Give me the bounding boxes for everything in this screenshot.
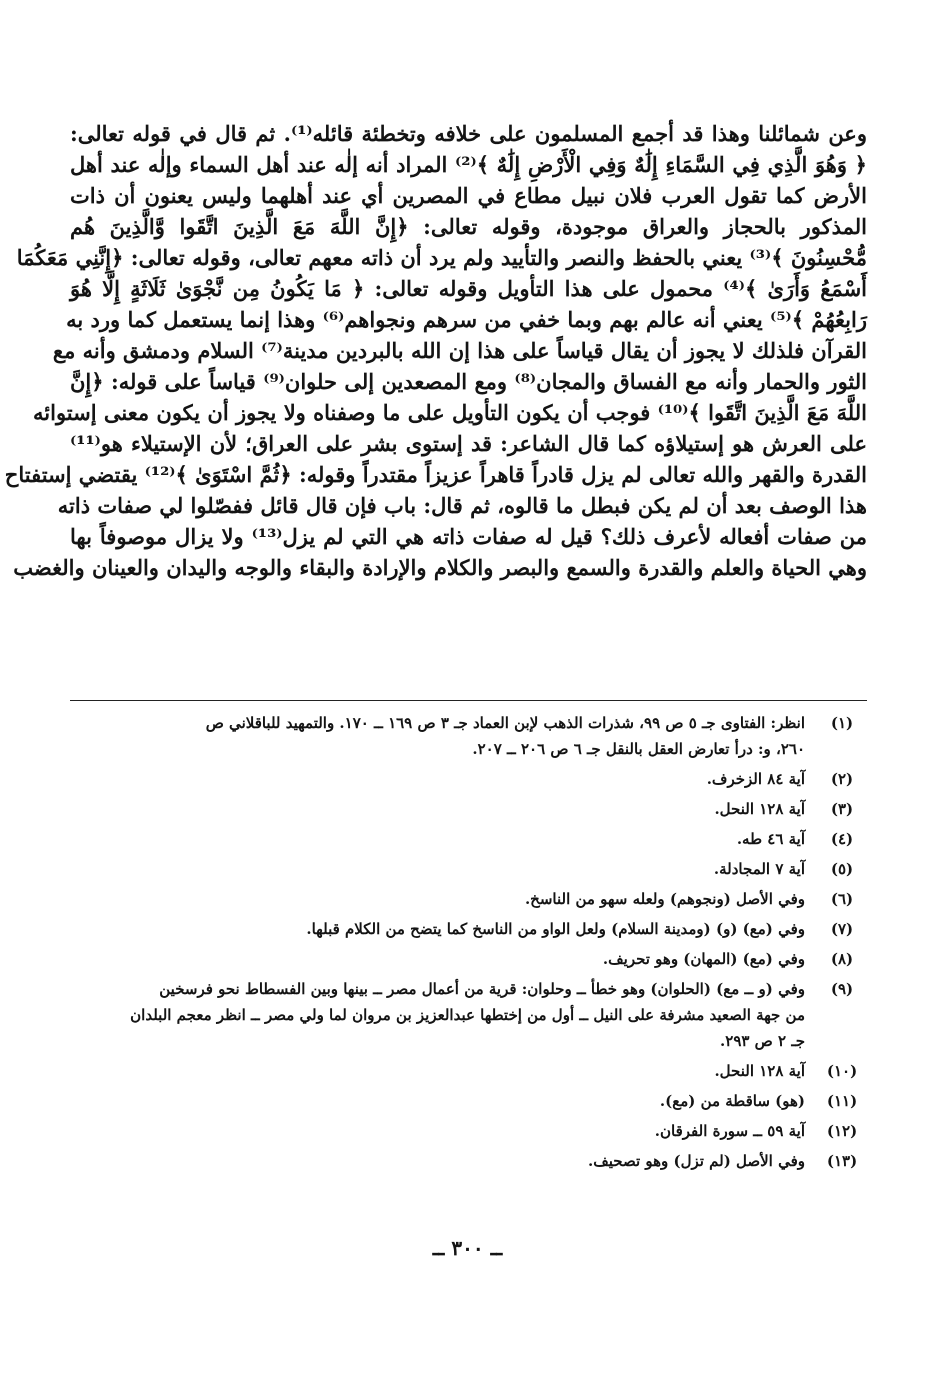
footnote-text: وفي (مع) (و) (ومدينة السلام) ولعل الواو من الناسخ كما يتضح من الكلام قبلها.: [306, 920, 805, 938]
footnote-text: وفي (و ــ مع) (الحلوان) وهو خطأ ــ وحلوان: قرية من أعمال مصر ــ بينها وبين الفسطاط نحو فرسخين: [159, 980, 805, 998]
footnote-text: آية ٧ المجادلة.: [713, 860, 805, 878]
footnote-text: ٢٦٠، و: درأ تعارض العقل بالنقل جـ ٦ ص ٢٠٦ ــ ٢٠٧.: [472, 740, 805, 758]
footnote: [70, 886, 867, 912]
body-line: مُّحْسِنُونَ ﴾⁽³⁾ يعني بالحفظ والنصر والتأييد ولم يرد أن ذاته معهم تعالى، وقوله تعالى: ﴿إِنَّنِي مَعَكُمَا: [16, 245, 867, 270]
footnote-number: (١٣): [826, 1152, 858, 1170]
body-line: القدرة والقهر والله تعالى لم يزل قادراً قاهراً عزيزاً مقتدراً وقوله: ﴿ثُمَّ اسْتَوَىٰ ﴾⁽¹²⁾ يقتضي إستفتاح: [4, 462, 867, 487]
footnote: [70, 826, 867, 852]
footnote: [70, 1148, 867, 1174]
body-line: من صفات أفعاله لأعرف ذلك؟ قيل له صفات ذاته هي التي لم يزل⁽¹³⁾ ولا يزال موصوفاً بها: [70, 524, 867, 549]
footnote-text: آية ١٢٨ النحل.: [714, 1062, 805, 1080]
footnote-number: (١٢): [826, 1122, 858, 1140]
body-line: هذا الوصف بعد أن لم يكن فبطل ما قالوه، ثم قال: باب فإن قال قائل ففصّلوا لي صفات ذاته: [57, 493, 867, 518]
footnote-number: (٢): [830, 770, 854, 788]
footnote-number: (١): [830, 714, 854, 732]
footnote-text: آية ٨٤ الزخرف.: [706, 770, 805, 788]
body-line: وعن شمائلنا وهذا قد أجمع المسلمون على خلافه وتخطئة قائله⁽¹⁾. ثم قال في قوله تعالى:: [70, 121, 867, 146]
footnote-number: (١٠): [826, 1062, 858, 1080]
footnote: [70, 946, 867, 972]
footnote-number: (٨): [830, 950, 854, 968]
footnote: [70, 1088, 867, 1114]
body-line: أَسْمَعُ وَأَرَىٰ ﴾⁽⁴⁾ محمول على هذا التأويل وقوله تعالى: ﴿ مَا يَكُونُ مِن نَّجْوَىٰ ثَلَاثَةٍ إِلَّا هُوَ: [70, 276, 867, 301]
footnote: [70, 710, 867, 762]
footnote-number: (٥): [830, 860, 854, 878]
footnote-text: جـ ٢ ص ٢٩٣.: [720, 1032, 805, 1050]
body-line: الأرض كما تقول العرب فلان نبيل مطاع في المصرين أي عند أهلهما وليس يعنون أن ذات: [70, 183, 867, 208]
footnote-number: (٩): [830, 980, 854, 998]
body-line: رَابِعُهُمْ ﴾⁽⁵⁾ يعني أنه عالم بهم وبما خفي من سرهم ونجواهم⁽⁶⁾ وهذا إنما يستعمل كما ورد به: [66, 307, 867, 332]
footnote: [70, 856, 867, 882]
footnote-number: (١١): [826, 1092, 858, 1110]
footnote-text: وفي الأصل (ونجوهم) ولعله سهو من الناسخ.: [524, 890, 805, 908]
footnote: [70, 1118, 867, 1144]
body-line: على العرش هو إستيلاؤه كما قال الشاعر: قد إستوى بشر على العراق؛ لأن الإستيلاء هو⁽¹¹⁾: [70, 431, 867, 456]
footnote-number: (٦): [830, 890, 854, 908]
body-line: المذكور بالحجاز والعراق موجودة، وقوله تعالى: ﴿إِنَّ اللَّهَ مَعَ الَّذِينَ اتَّقَوا وَّالَّذِينَ هُم: [70, 214, 867, 239]
footnote-separator: [70, 700, 867, 701]
footnote-text: من جهة الصعيد مشرفة على النيل ــ أول من إختطها عبدالعزيز بن مروان لما ولي مصر ــ انظر معجم البلدان: [130, 1006, 805, 1024]
page-number: ــ ٣٠٠ ــ: [432, 1236, 503, 1260]
footnote-text: وفي (مع) (المهان) وهو تحريف.: [602, 950, 805, 968]
footnote: [70, 1058, 867, 1084]
body-line: ﴿ وَهُوَ الَّذِي فِي السَّمَاءِ إِلَٰهٌ وَفِي الْأَرْضِ إِلَٰهٌ ﴾⁽²⁾ المراد أنه إلٰه عند أهل السماء وإلٰه عند أهل: [70, 152, 867, 177]
body-line: القرآن فلذلك لا يجوز أن يقال قياساً على هذا إن الله بالبردين مدينة⁽⁷⁾ السلام ودمشق وأنه مع: [52, 338, 867, 363]
footnote-text: انظر: الفتاوى جـ ٥ ص ٩٩، شذرات الذهب لإبن العماد جـ ٣ ص ١٦٩ ــ ١٧٠. والتمهيد للباقلاني ص: [205, 714, 805, 732]
body-line: وهي الحياة والعلم والقدرة والسمع والبصر والكلام والإرادة والبقاء والوجه واليدان والعينان والغضب: [13, 555, 867, 580]
footnote: [70, 916, 867, 942]
footnote-number: (٣): [830, 800, 854, 818]
body-line: الثور والحمار وأنه مع الفساق والمجان⁽⁸⁾ ومع المصعدين إلى حلوان⁽⁹⁾ قياساً على قوله: ﴿إِنَّ: [70, 369, 867, 394]
body-line: اللَّهَ مَعَ الَّذِينَ اتَّقَوا ﴾⁽¹⁰⁾ فوجب أن يكون التأويل على ما وصفناه ولا يجوز أن يكون معنى إستوائه: [33, 400, 867, 425]
footnote-number: (٤): [830, 830, 854, 848]
footnote-number: (٧): [830, 920, 854, 938]
main-text-block: [4, 118, 867, 583]
footnotes-block: [70, 710, 867, 1178]
footnote: [70, 976, 867, 1054]
footnote-text: آية ١٢٨ النحل.: [714, 800, 805, 818]
footnote-text: (هو) ساقطة من (مع).: [659, 1092, 805, 1110]
footnote-text: آية ٥٩ ــ سورة الفرقان.: [654, 1122, 805, 1140]
footnote: [70, 766, 867, 792]
footnote-text: وفي الأصل (لم تزل) وهو تصحيف.: [588, 1152, 805, 1170]
footnote: [70, 796, 867, 822]
footnote-text: آية ٤٦ طه.: [736, 830, 805, 848]
